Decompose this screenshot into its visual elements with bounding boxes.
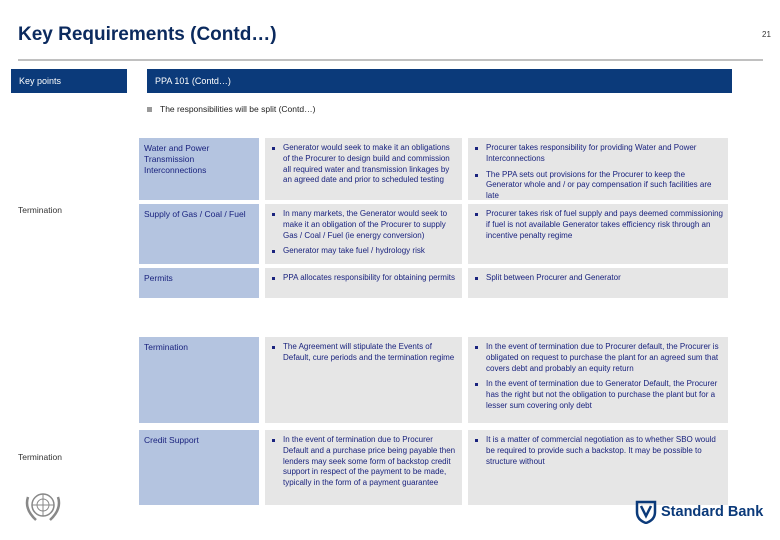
right-cell bbox=[468, 337, 728, 423]
page-title: Key Requirements (Contd…) bbox=[18, 24, 277, 45]
mid-cell bbox=[265, 337, 462, 423]
mid-cell bbox=[265, 268, 462, 298]
page-number: 21 bbox=[762, 30, 771, 39]
bullet-item: The Agreement will stipulate the Events of Default, cure periods and the termination regime bbox=[270, 342, 457, 364]
intro-text: The responsibilities will be split (Contd…) bbox=[160, 104, 316, 114]
bullet-item: The PPA sets out provisions for the Procurer to keep the Generator whole and / or pay compensation if such facilities are late bbox=[473, 170, 723, 202]
intro-bullet bbox=[147, 104, 315, 114]
bullet-item: Split between Procurer and Generator bbox=[473, 273, 723, 284]
bullet-icon bbox=[147, 107, 152, 112]
bullet-item: In the event of termination due to Generator Default, the Procurer has the right but not the obligation to purchase the plant but for a lesser sum covering only debt bbox=[473, 379, 723, 411]
standard-bank-logo bbox=[635, 500, 763, 524]
right-cell bbox=[468, 430, 728, 505]
bullet-item: In many markets, the Generator would seek to make it an obligation of the Procurer to supply Gas / Coal / Fuel (ie energy conversion) bbox=[270, 209, 457, 241]
section-header: PPA 101 (Contd…) bbox=[147, 69, 732, 93]
logo-text: Standard Bank bbox=[661, 504, 764, 520]
row-label: Permits bbox=[139, 268, 259, 298]
right-cell bbox=[468, 204, 728, 264]
right-cell bbox=[468, 268, 728, 298]
row-label: Water and Power Transmission Interconnections bbox=[139, 138, 259, 200]
mid-cell bbox=[265, 204, 462, 264]
bullet-item: Procurer takes responsibility for providing Water and Power Interconnections bbox=[473, 143, 723, 165]
shield-icon bbox=[635, 500, 657, 524]
row-label: Supply of Gas / Coal / Fuel bbox=[139, 204, 259, 264]
mid-cell bbox=[265, 138, 462, 200]
bullet-item: Generator would seek to make it an obligations of the Procurer to design build and commission all required water and transmission linkages by an agreed date and prior to scheduled testing bbox=[270, 143, 457, 186]
bullet-item: PPA allocates responsibility for obtaining permits bbox=[270, 273, 457, 284]
bullet-item: Generator may take fuel / hydrology risk bbox=[270, 246, 457, 257]
key-points-header: Key points bbox=[11, 69, 127, 93]
bullet-item: In the event of termination due to Procurer default, the Procurer is obligated on request to purchase the plant for an agreed sum that covers debt and probably an equity return bbox=[473, 342, 723, 374]
bullet-item: Procurer takes risk of fuel supply and pays deemed commissioning if fuel is not available Generator takes efficiency risk through an incentive penalty regime bbox=[473, 209, 723, 241]
bullet-item: In the event of termination due to Procurer Default and a purchase price being payable then lenders may seek some form of backstop credit support in respect of the payment to be made, typically in the form of a payment guarantee bbox=[270, 435, 457, 489]
row-label: Termination bbox=[139, 337, 259, 423]
side-label: Termination bbox=[18, 452, 62, 462]
bullet-item: It is a matter of commercial negotiation as to whether SBO would be required to provide such a backstop. It may be possible to structure without bbox=[473, 435, 723, 467]
un-emblem-logo bbox=[22, 487, 64, 530]
mid-cell bbox=[265, 430, 462, 505]
right-cell bbox=[468, 138, 728, 200]
row-label: Credit Support bbox=[139, 430, 259, 505]
side-label: Termination bbox=[18, 205, 62, 215]
divider bbox=[18, 59, 763, 61]
